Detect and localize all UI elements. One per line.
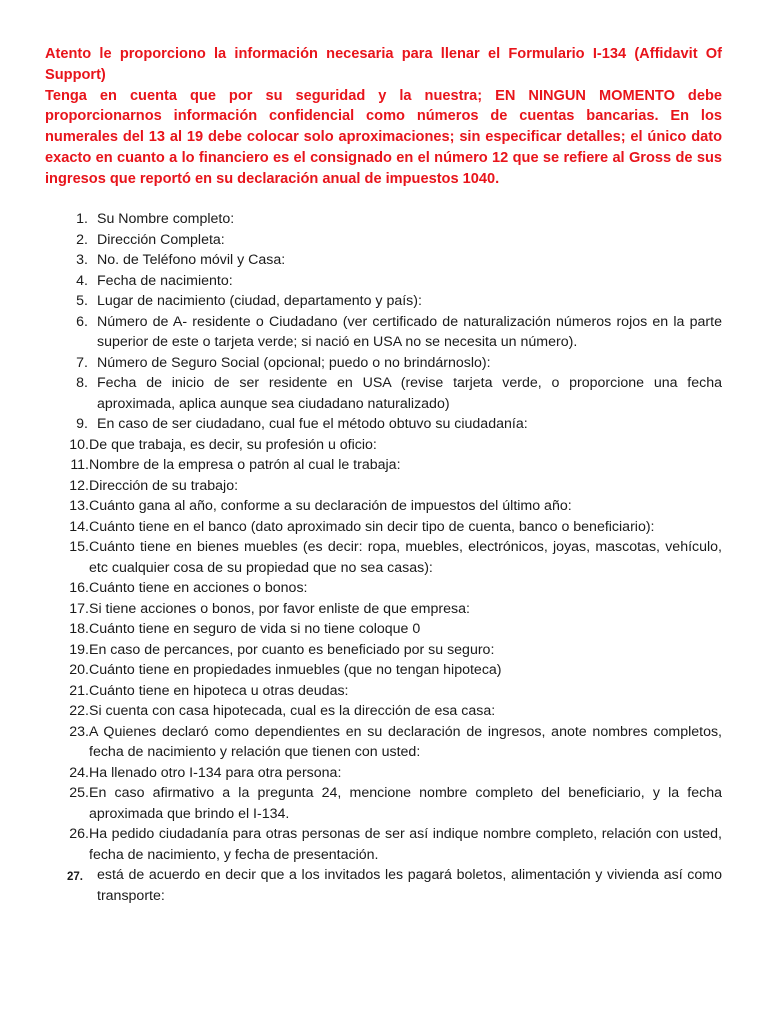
item-text: Cuánto tiene en bienes muebles (es decir: ropa, muebles, electrónicos, joyas, mascotas, vehículo, etc cualquier cosa de su propiedad que no sea casas): xyxy=(89,539,722,576)
item-text: Ha llenado otro I-134 para otra persona: xyxy=(89,764,342,781)
item-number: 9. xyxy=(76,416,88,432)
list-item xyxy=(45,783,722,824)
item-text: No. de Teléfono móvil y Casa: xyxy=(97,252,286,268)
item-text: Cuánto tiene en seguro de vida si no tiene coloque 0 xyxy=(89,621,421,637)
item-number: 6. xyxy=(76,313,88,330)
list-item xyxy=(45,435,722,456)
item-number: 24. xyxy=(69,764,89,781)
item-number: 21. xyxy=(69,682,89,699)
item-number: 16. xyxy=(69,580,89,596)
item-text: A Quienes declaró como dependientes en su declaración de ingresos, anote nombres completos, fecha de nacimiento y relación que tienen con usted: xyxy=(89,723,722,760)
item-number: 17. xyxy=(69,600,89,617)
item-text: Cuánto tiene en el banco (dato aproximado sin decir tipo de cuenta, banco o beneficiario): xyxy=(89,518,655,535)
item-text: Si cuenta con casa hipotecada, cual es la dirección de esa casa: xyxy=(89,703,496,719)
list-item xyxy=(45,312,722,353)
list-item xyxy=(45,619,722,640)
list-item xyxy=(45,537,722,578)
list-item xyxy=(45,230,722,251)
list-item xyxy=(45,865,722,906)
list-item xyxy=(45,455,722,476)
intro-paragraph-2: Tenga en cuenta que por su seguridad y la nuestra; EN NINGUN MOMENTO debe proporcionarnos información confidencial como números de cuentas bancarias. En los numerales del 13 al 19 debe colocar solo aproximaciones; sin especificar detalles; el único dato exacto en cuanto a lo financiero es el consignado en el número 12 que se refiere al Gross de sus ingresos que reportó en su declaración anual de impuestos 1040. xyxy=(45,87,722,187)
item-number: 20. xyxy=(69,662,89,678)
list-item xyxy=(45,271,722,292)
list-item xyxy=(45,681,722,702)
item-text: Fecha de nacimiento: xyxy=(97,272,233,289)
item-number: 15. xyxy=(69,539,89,555)
item-text: Cuánto tiene en propiedades inmuebles (que no tengan hipoteca) xyxy=(89,662,502,678)
item-text: Cuánto gana al año, conforme a su declaración de impuestos del último año: xyxy=(89,498,572,514)
item-number: 19. xyxy=(69,641,89,658)
item-number: 12. xyxy=(69,477,89,494)
list-item xyxy=(45,291,722,312)
item-text: Nombre de la empresa o patrón al cual le trabaja: xyxy=(89,457,401,473)
item-text: está de acuerdo en decir que a los invitados les pagará boletos, alimentación y vivienda así como transporte: xyxy=(97,867,722,904)
item-number: 27. xyxy=(67,871,83,883)
item-text: Dirección de su trabajo: xyxy=(89,477,239,494)
item-text: Cuánto tiene en acciones o bonos: xyxy=(89,580,308,596)
item-text: Fecha de inicio de ser residente en USA (revise tarjeta verde, o proporcione una fecha aproximada, aplica aunque sea ciudadano naturalizado) xyxy=(97,375,722,412)
list-item xyxy=(45,250,722,271)
item-text: En caso de percances, por cuanto es beneficiado por su seguro: xyxy=(89,641,495,658)
item-text: De que trabaja, es decir, su profesión u oficio: xyxy=(89,436,377,453)
item-text: Lugar de nacimiento (ciudad, departamento y país): xyxy=(97,293,422,309)
item-number: 10. xyxy=(69,436,89,453)
item-number: 13. xyxy=(69,498,89,514)
item-text: Dirección Completa: xyxy=(97,231,225,248)
item-text: Número de A- residente o Ciudadano (ver certificado de naturalización números rojos en la parte superior de este o tarjeta verde; si nació en USA no se necesita un número). xyxy=(97,313,722,350)
item-number: 26. xyxy=(69,826,89,842)
item-number: 5. xyxy=(76,293,88,309)
item-number: 11. xyxy=(70,457,89,473)
list-item xyxy=(45,517,722,538)
question-list xyxy=(45,209,722,906)
item-number: 1. xyxy=(76,211,88,227)
item-number: 18. xyxy=(69,621,89,637)
list-item xyxy=(45,209,722,230)
list-item xyxy=(45,722,722,763)
list-item xyxy=(45,701,722,722)
item-number: 2. xyxy=(76,231,88,248)
list-item xyxy=(45,824,722,865)
item-text: En caso de ser ciudadano, cual fue el método obtuvo su ciudadanía: xyxy=(97,416,528,432)
item-text: Número de Seguro Social (opcional; puedo o no brindárnoslo): xyxy=(97,354,491,371)
list-item xyxy=(45,353,722,374)
intro-paragraph-1: Atento le proporciono la información necesaria para llenar el Formulario I-134 (Affidavit Of Support) xyxy=(45,46,722,83)
item-number: 4. xyxy=(76,272,88,289)
item-number: 7. xyxy=(76,354,88,371)
list-item xyxy=(45,763,722,784)
item-text: Cuánto tiene en hipoteca u otras deudas: xyxy=(89,682,349,699)
list-item xyxy=(45,373,722,414)
item-number: 23. xyxy=(69,723,89,740)
item-text: Su Nombre completo: xyxy=(97,211,235,227)
item-text: Si tiene acciones o bonos, por favor enliste de que empresa: xyxy=(89,600,470,617)
list-item xyxy=(45,496,722,517)
list-item xyxy=(45,578,722,599)
item-number: 8. xyxy=(76,375,88,391)
list-item xyxy=(45,599,722,620)
item-number: 14. xyxy=(69,518,89,535)
item-text: En caso afirmativo a la pregunta 24, mencione nombre completo del beneficiario, y la fecha aproximada que brindo el I-134. xyxy=(89,785,722,822)
intro-notice xyxy=(45,44,722,190)
item-number: 22. xyxy=(69,703,89,719)
item-text: Ha pedido ciudadanía para otras personas de ser así indique nombre completo, relación con usted, fecha de nacimiento, y fecha de presentación. xyxy=(89,826,722,863)
item-number: 3. xyxy=(76,252,88,268)
list-item xyxy=(45,640,722,661)
list-item xyxy=(45,660,722,681)
item-number: 25. xyxy=(69,785,89,801)
list-item xyxy=(45,476,722,497)
list-item xyxy=(45,414,722,435)
